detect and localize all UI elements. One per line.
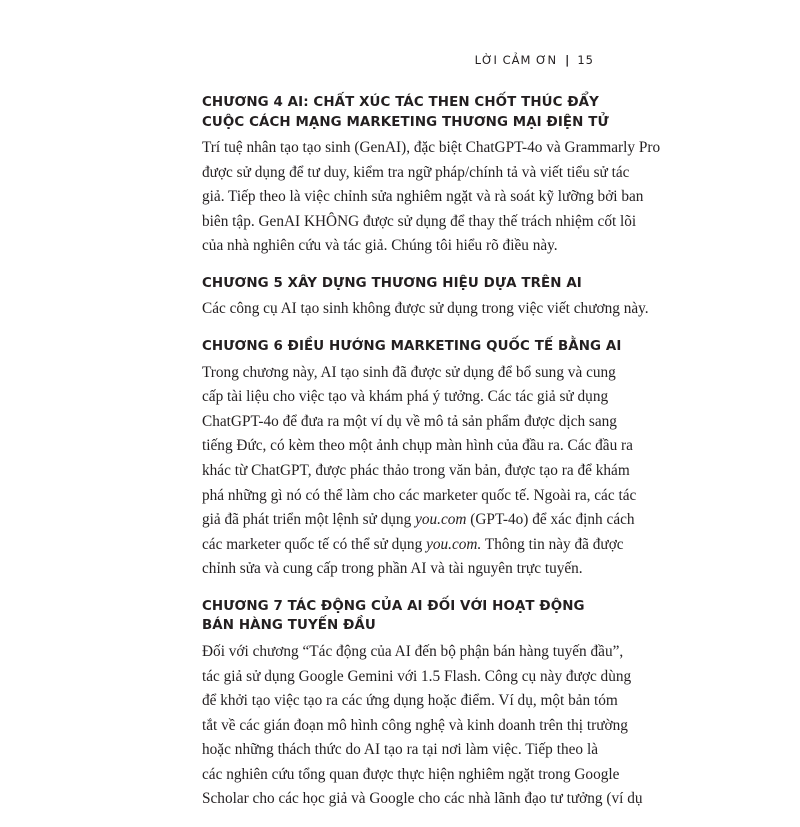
body-line: chỉnh sửa và cung cấp trong phần AI và tài nguyên trực tuyến. xyxy=(202,560,583,578)
body-line: Các công cụ AI tạo sinh không được sử dụng trong việc viết chương này. xyxy=(202,300,649,318)
body-line: của nhà nghiên cứu và tác giả. Chúng tôi hiểu rõ điều này. xyxy=(202,237,558,255)
heading-line: CHƯƠNG 4 AI: CHẤT XÚC TÁC THEN CHỐT THÚC ĐẨY xyxy=(202,95,599,110)
chapter-4-body xyxy=(202,136,661,259)
body-line: cấp tài liệu cho việc tạo và khám phá ý tưởng. Các tác giả sử dụng xyxy=(202,388,609,406)
chapter-4-section xyxy=(202,93,661,259)
body-line: các nghiên cứu tổng quan được thực hiện nghiêm ngặt trong Google xyxy=(202,765,620,783)
chapter-4-heading xyxy=(202,93,609,132)
heading-line: BÁN HÀNG TUYẾN ĐẦU xyxy=(202,618,376,634)
body-line: tác giả sử dụng Google Gemini với 1.5 Flash. Công cụ này được dùng xyxy=(202,667,632,685)
italic-term: you.com xyxy=(415,511,467,529)
heading-line: CHƯƠNG 7 TÁC ĐỘNG CỦA AI ĐỐI VỚI HOẠT ĐỘNG xyxy=(202,598,585,614)
body-line: giả đã phát triển một lệnh sử dụng you.com (GPT-4o) để xác định cách xyxy=(202,511,635,529)
body-line: tắt về các gián đoạn mô hình công nghệ và kinh doanh trên thị trường xyxy=(202,716,628,734)
heading-line: CHƯƠNG 5 XÂY DỰNG THƯƠNG HIỆU DỰA TRÊN AI xyxy=(202,275,582,291)
body-line: Scholar cho các học giả và Google cho các nhà lãnh đạo tư tưởng (ví dụ xyxy=(202,790,643,808)
chapter-5-body xyxy=(202,297,649,322)
header-separator: | xyxy=(565,53,571,67)
chapter-6-heading xyxy=(202,337,622,357)
body-line: khác từ ChatGPT, được phác thảo trong văn bản, được tạo ra để khám xyxy=(202,461,630,479)
body-line: phá những gì nó có thể làm cho các marketer quốc tế. Ngoài ra, các tác xyxy=(202,486,637,504)
body-line: Đối với chương “Tác động của AI đến bộ phận bán hàng tuyến đầu”, xyxy=(202,642,624,660)
chapter-7-body xyxy=(202,640,643,812)
running-header xyxy=(475,53,594,67)
body-line: giả. Tiếp theo là việc chỉnh sửa nghiêm ngặt và rà soát kỹ lưỡng bởi ban xyxy=(202,188,644,206)
body-line: hoặc những thách thức do AI tạo ra tại nơi làm việc. Tiếp theo là xyxy=(202,741,598,759)
body-line: tiếng Đức, có kèm theo một ảnh chụp màn hình của đầu ra. Các đầu ra xyxy=(202,437,633,455)
chapter-6-section xyxy=(202,337,637,582)
body-line: biên tập. GenAI KHÔNG được sử dụng để thay thế trách nhiệm cốt lõi xyxy=(202,212,637,230)
section-title: LỜI CẢM ƠN xyxy=(474,53,558,67)
body-line: Trí tuệ nhân tạo tạo sinh (GenAI), đặc biệt ChatGPT-4o và Grammarly Pro xyxy=(202,139,661,156)
body-line: Trong chương này, AI tạo sinh đã được sử dụng để bổ sung và cung xyxy=(202,363,616,381)
body-line: được sử dụng để tư duy, kiểm tra ngữ pháp/chính tả và viết tiểu sử tác xyxy=(202,163,630,181)
chapter-5-heading xyxy=(202,274,598,294)
heading-line: CHƯƠNG 6 ĐIỀU HƯỚNG MARKETING QUỐC TẾ BẰNG AI xyxy=(202,339,622,355)
chapter-7-section xyxy=(202,597,643,812)
page-number: 15 xyxy=(577,53,594,67)
page-content xyxy=(202,93,661,827)
chapter-5-section xyxy=(202,274,649,322)
body-line: để khởi tạo việc tạo ra các ứng dụng hoặc điểm. Ví dụ, một bản tóm xyxy=(202,692,618,710)
heading-line: CUỘC CÁCH MẠNG MARKETING THƯƠNG MẠI ĐIỆN TỬ xyxy=(202,114,609,130)
body-line: các marketer quốc tế có thể sử dụng you.com. Thông tin này đã được xyxy=(202,535,624,553)
body-line: ChatGPT-4o để đưa ra một ví dụ về mô tả sản phẩm được dịch sang xyxy=(202,412,617,430)
chapter-6-body xyxy=(202,361,637,582)
chapter-7-heading xyxy=(202,597,598,636)
italic-term: you.com. xyxy=(426,535,482,553)
